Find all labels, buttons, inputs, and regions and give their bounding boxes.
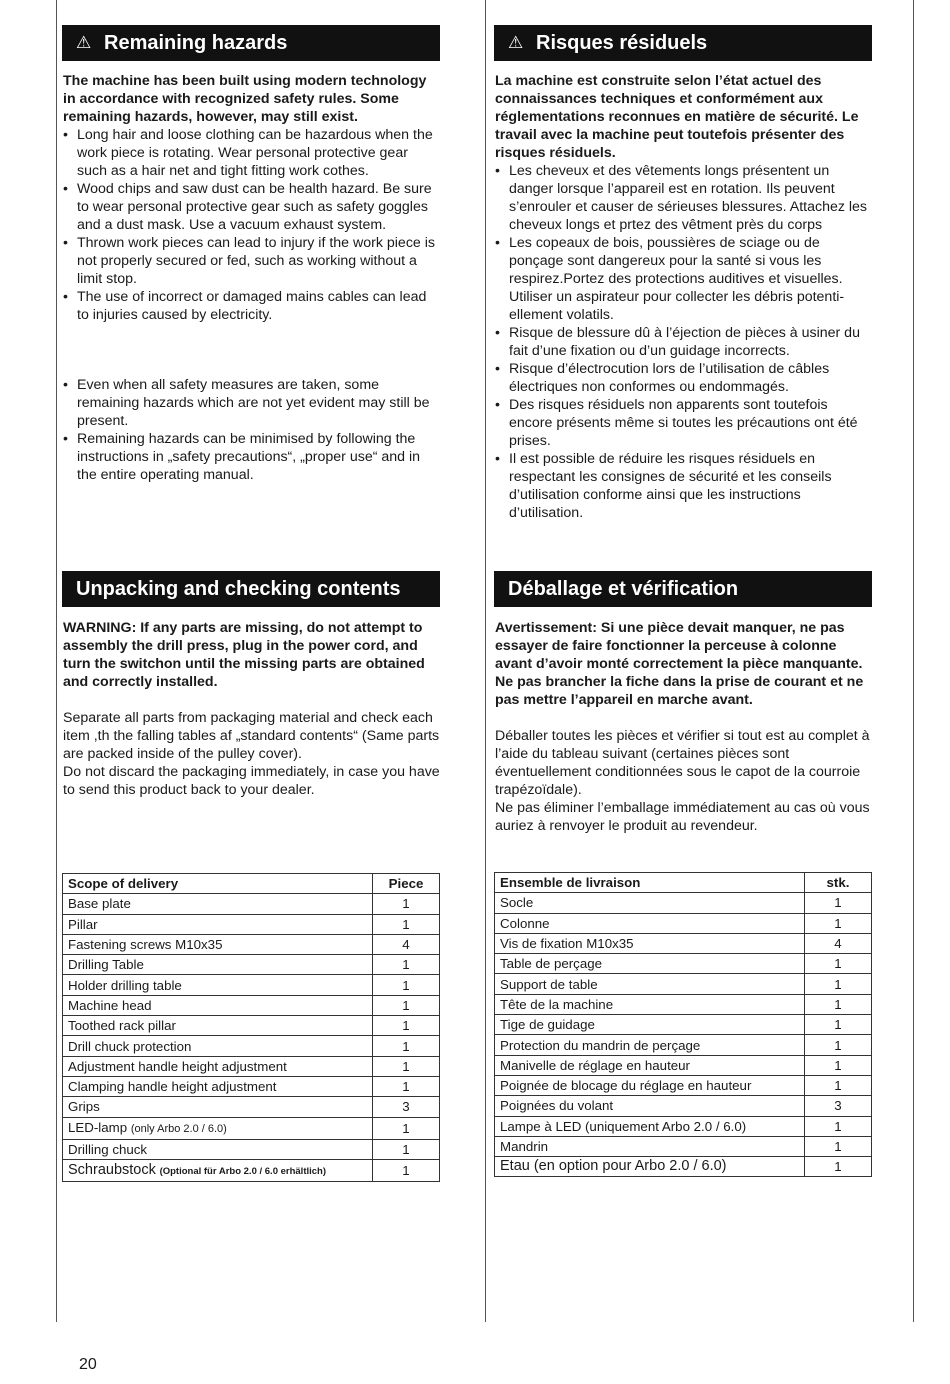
item-qty: 1 bbox=[805, 893, 872, 913]
table-row bbox=[63, 1117, 440, 1139]
item-qty: 1 bbox=[805, 954, 872, 974]
item-name: Tête de la machine bbox=[495, 994, 805, 1014]
table-row bbox=[63, 914, 440, 934]
item-qty: 1 bbox=[805, 1055, 872, 1075]
item-name: Tige de guidage bbox=[495, 1015, 805, 1035]
table-row bbox=[495, 1075, 872, 1095]
item-name: Drilling chuck bbox=[63, 1139, 373, 1159]
item-name: Holder drilling table bbox=[63, 975, 373, 995]
item-qty: 1 bbox=[373, 1016, 440, 1036]
table-row bbox=[495, 1136, 872, 1156]
item-name: Vis de fixation M10x35 bbox=[495, 933, 805, 953]
item-qty: 4 bbox=[805, 933, 872, 953]
list-item: • Long hair and loose clothing can be hazardous when the work piece is rotating. Wear personal protective gear such as a hair net and tight fitting work cothes. bbox=[62, 126, 440, 180]
page-number: 20 bbox=[79, 1356, 97, 1373]
header-item: Ensemble de livraison bbox=[495, 873, 805, 893]
item-name: Poignées du volant bbox=[495, 1096, 805, 1116]
item-name: Protection du mandrin de perçage bbox=[495, 1035, 805, 1055]
table-row bbox=[495, 954, 872, 974]
english-column bbox=[62, 25, 440, 1185]
item-name: Drill chuck protection bbox=[63, 1036, 373, 1056]
table-header-row bbox=[63, 874, 440, 894]
item-qty: 1 bbox=[805, 1136, 872, 1156]
item-qty: 1 bbox=[373, 975, 440, 995]
item-qty: 1 bbox=[805, 1116, 872, 1136]
table-row bbox=[495, 1015, 872, 1035]
table-row bbox=[495, 974, 872, 994]
item-name: Toothed rack pillar bbox=[63, 1016, 373, 1036]
item-qty: 3 bbox=[373, 1097, 440, 1117]
item-qty: 1 bbox=[373, 1139, 440, 1159]
table-row bbox=[63, 1056, 440, 1076]
item-name bbox=[63, 1117, 373, 1139]
risques-residuels-heading bbox=[494, 25, 872, 61]
item-qty: 1 bbox=[373, 894, 440, 914]
table-row bbox=[495, 1096, 872, 1116]
right-margin-rule bbox=[913, 0, 914, 1322]
item-name: Pillar bbox=[63, 914, 373, 934]
table-row bbox=[63, 975, 440, 995]
heading-text: Remaining hazards bbox=[104, 31, 288, 54]
unpacking-warning: Avertissement: Si une pièce devait manquer, ne pas essayer de faire fonctionner la perceuse à colonne avant d’avoir monté correctement la pièce manquante. Ne pas brancher la fiche dans la prise de courant et ne pas mettre l’appareil en marche avant. bbox=[495, 620, 864, 708]
remaining-hazards-heading bbox=[62, 25, 440, 61]
hazards-intro: La machine est construite selon l’état actuel des connaissances techniques et conformément aux réglementations reconnues en matière de sécurité. Le travail avec la machine peut toutefois présenter des risques résiduels. bbox=[495, 73, 859, 161]
list-item: • Les copeaux de bois, poussières de sciage ou de ponçage sont dangereux pour la santé si vous les respirez.Portez des protections auditives et visuelles. Utiliser un aspirateur pour collecter les débris potentiellement volatils. bbox=[494, 234, 872, 324]
item-qty: 4 bbox=[373, 934, 440, 954]
heading-text: Unpacking and checking contents bbox=[76, 577, 401, 600]
list-item: • Il est possible de réduire les risques résiduels en respectant les consignes de sécurité et les conseils d’utilisation conforme ainsi que les instructions d’utilisation. bbox=[494, 450, 872, 522]
table-row bbox=[63, 894, 440, 914]
item-name: Support de table bbox=[495, 974, 805, 994]
item-qty: 1 bbox=[373, 1117, 440, 1139]
deballage-heading bbox=[494, 571, 872, 607]
item-name: Mandrin bbox=[495, 1136, 805, 1156]
table-row bbox=[63, 934, 440, 954]
table-row bbox=[63, 1139, 440, 1159]
table-row bbox=[63, 1016, 440, 1036]
item-name: Base plate bbox=[63, 894, 373, 914]
header-item: Scope of delivery bbox=[63, 874, 373, 894]
item-name: Table de perçage bbox=[495, 954, 805, 974]
center-rule bbox=[485, 0, 486, 1322]
item-qty: 1 bbox=[805, 994, 872, 1014]
unpacking-text: Separate all parts from packaging material and check each item ,th the falling tables af „standard contents“ (Same parts are packed inside of the pulley cover). bbox=[63, 710, 440, 762]
unpacking-text: Déballer toutes les pièces et vérifier si tout est au complet à l’aide du tableau suivant (certaines pièces sont éventuellement conditionnées sous le capot de la courroie trapézoïdale). bbox=[495, 728, 870, 798]
table-row bbox=[63, 995, 440, 1015]
hazards-list bbox=[62, 126, 440, 324]
table-row bbox=[63, 1159, 440, 1181]
item-qty: 1 bbox=[373, 995, 440, 1015]
item-qty: 1 bbox=[373, 1159, 440, 1181]
item-qty: 1 bbox=[805, 1035, 872, 1055]
table-row bbox=[495, 1157, 872, 1177]
table-row bbox=[63, 1076, 440, 1096]
heading-text: Déballage et vérification bbox=[508, 577, 739, 600]
hazards-list-continued bbox=[62, 376, 440, 484]
scope-of-delivery-table bbox=[62, 873, 440, 1182]
header-qty: stk. bbox=[805, 873, 872, 893]
item-name: Poignée de blocage du réglage en hauteur bbox=[495, 1075, 805, 1095]
header-qty: Piece bbox=[373, 874, 440, 894]
item-note: (Optional für Arbo 2.0 / 6.0 erhältlich) bbox=[159, 1165, 327, 1177]
table-row bbox=[495, 1055, 872, 1075]
french-column bbox=[494, 25, 872, 1185]
hazards-list bbox=[494, 162, 872, 522]
item-name: Socle bbox=[495, 893, 805, 913]
unpacking-warning: WARNING: If any parts are missing, do not attempt to assembly the drill press, plug in the power cord, and turn the switchon until the missing parts are obtained and correctly installed. bbox=[63, 620, 425, 690]
item-name: Lampe à LED (uniquement Arbo 2.0 / 6.0) bbox=[495, 1116, 805, 1136]
table-row bbox=[63, 1097, 440, 1117]
table-header-row bbox=[495, 873, 872, 893]
list-item: • Even when all safety measures are taken, some remaining hazards which are not yet evident may still be present. bbox=[62, 376, 440, 430]
item-qty: 1 bbox=[373, 955, 440, 975]
packaging-text: Ne pas éliminer l’emballage immédiatement au cas où vous auriez à renvoyer le produit au revendeur. bbox=[495, 800, 870, 834]
item-qty: 1 bbox=[373, 914, 440, 934]
item-name: Manivelle de réglage en hauteur bbox=[495, 1055, 805, 1075]
item-qty: 3 bbox=[805, 1096, 872, 1116]
item-label: LED-lamp bbox=[68, 1119, 128, 1135]
item-name bbox=[63, 1159, 373, 1181]
left-margin-rule bbox=[56, 0, 57, 1322]
item-qty: 1 bbox=[373, 1056, 440, 1076]
table-row bbox=[495, 1035, 872, 1055]
item-note: (only Arbo 2.0 / 6.0) bbox=[130, 1122, 227, 1135]
item-name: Drilling Table bbox=[63, 955, 373, 975]
packaging-text: Do not discard the packaging immediately, in case you have to send this product back to your dealer. bbox=[63, 764, 440, 798]
table-row bbox=[495, 933, 872, 953]
item-qty: 1 bbox=[805, 913, 872, 933]
table-row bbox=[495, 913, 872, 933]
hazards-intro: The machine has been built using modern technology in accordance with recognized safety rules. Some remaining hazards, however, may still exist. bbox=[63, 73, 427, 125]
warning-triangle-icon: ⚠ bbox=[508, 33, 524, 52]
item-name: Machine head bbox=[63, 995, 373, 1015]
warning-triangle-icon: ⚠ bbox=[76, 33, 92, 52]
table-row bbox=[495, 893, 872, 913]
list-item: • Remaining hazards can be minimised by following the instructions in „safety precautions“, „proper use“ and in the entire operating manual. bbox=[62, 430, 440, 484]
unpacking-heading bbox=[62, 571, 440, 607]
list-item: • Wood chips and saw dust can be health hazard. Be sure to wear personal protective gear such as safety goggles and a dust mask. Use a vacuum exhaust system. bbox=[62, 180, 440, 234]
table-row bbox=[63, 955, 440, 975]
heading-text: Risques résiduels bbox=[536, 31, 708, 54]
ensemble-de-livraison-table bbox=[494, 872, 872, 1177]
item-qty: 1 bbox=[805, 974, 872, 994]
table-row bbox=[495, 994, 872, 1014]
item-name: Grips bbox=[63, 1097, 373, 1117]
list-item: • The use of incorrect or damaged mains cables can lead to injuries caused by electricity. bbox=[62, 288, 440, 324]
item-qty: 1 bbox=[805, 1157, 872, 1177]
item-name: Fastening screws M10x35 bbox=[63, 934, 373, 954]
item-name: Clamping handle height adjustment bbox=[63, 1076, 373, 1096]
item-qty: 1 bbox=[805, 1075, 872, 1095]
list-item: • Thrown work pieces can lead to injury if the work piece is not properly secured or fed, such as working without a limit stop. bbox=[62, 234, 440, 288]
item-qty: 1 bbox=[373, 1036, 440, 1056]
list-item: • Risque de blessure dû à l’éjection de pièces à usiner du fait d’une fixation ou d’un guidage incorrects. bbox=[494, 324, 872, 360]
item-name: Adjustment handle height adjustment bbox=[63, 1056, 373, 1076]
table-row bbox=[495, 1116, 872, 1136]
table-row bbox=[63, 1036, 440, 1056]
list-item: • Les cheveux et des vêtements longs présentent un danger lorsque l’appareil est en rotation. Ils peuvent s’enrouler et causer de sérieuses blessures. Attachez les cheveux longs et prtez des vêtment près du corps bbox=[494, 162, 872, 234]
list-item: • Des risques résiduels non apparents sont toutefois encore présents même si toutes les précautions ont été prises. bbox=[494, 396, 872, 450]
list-item: • Risque d’électrocution lors de l’utilisation de câbles électriques non conformes ou endommagés. bbox=[494, 360, 872, 396]
item-label: Schraubstock bbox=[68, 1161, 156, 1178]
item-name: Colonne bbox=[495, 913, 805, 933]
item-qty: 1 bbox=[805, 1015, 872, 1035]
item-qty: 1 bbox=[373, 1076, 440, 1096]
item-name: Etau (en option pour Arbo 2.0 / 6.0) bbox=[495, 1157, 805, 1177]
